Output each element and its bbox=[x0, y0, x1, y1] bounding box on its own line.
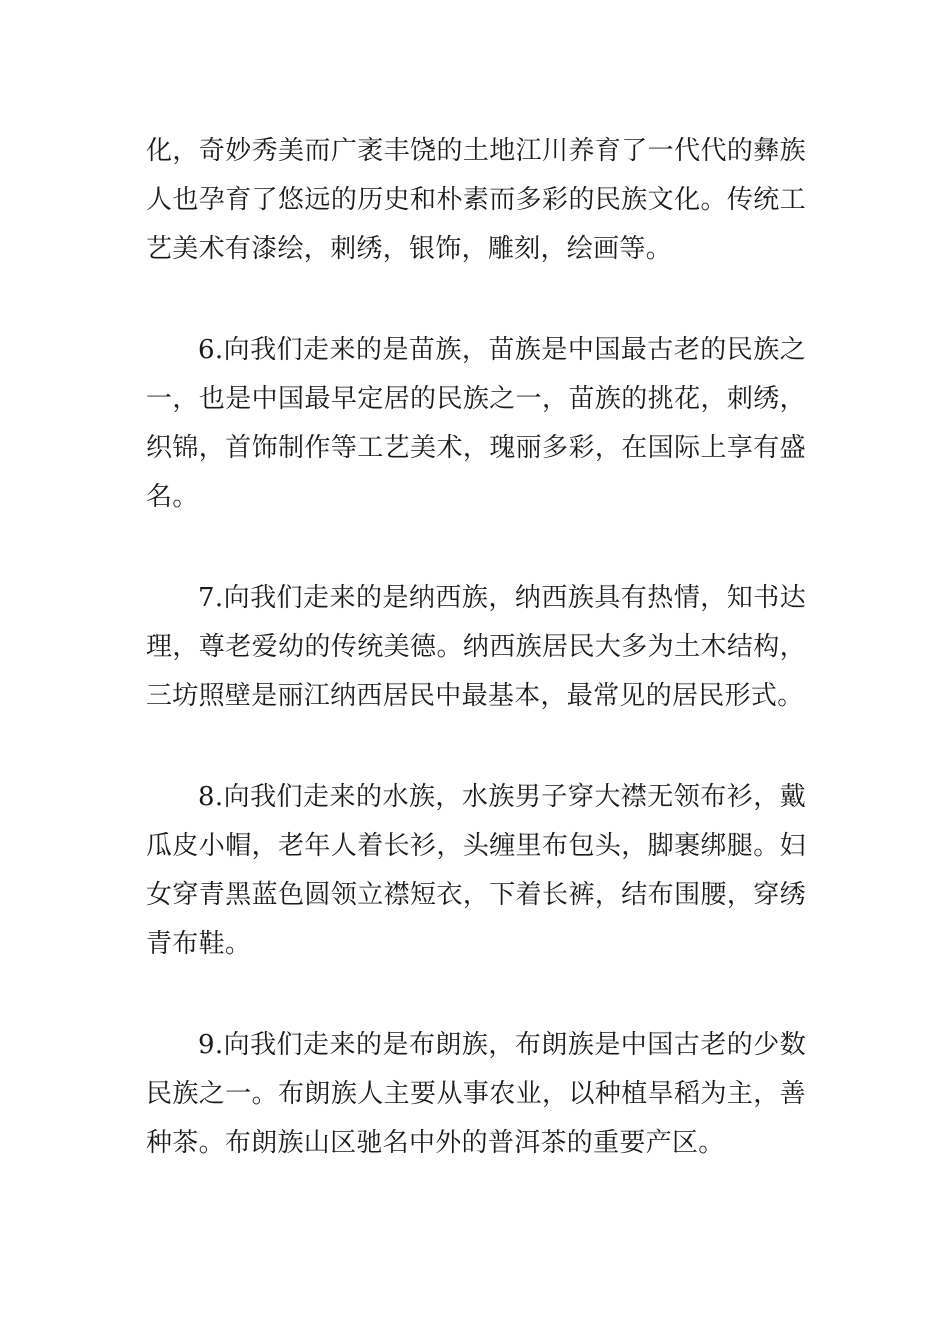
paragraph-shui: 8.向我们走来的水族，水族男子穿大襟无领布衫，戴瓜皮小帽，老年人着长衫，头缠里布包头，脚裹绑腿。妇女穿青黑蓝色圆领立襟短衣，下着长裤，结布围腰，穿绣青布鞋。 bbox=[146, 782, 806, 959]
paragraph-miao: 6.向我们走来的是苗族，苗族是中国最古老的民族之一，也是中国最早定居的民族之一，苗族的挑花，刺绣，织锦，首饰制作等工艺美术，瑰丽多彩，在国际上享有盛名。 bbox=[146, 335, 806, 512]
paragraph-yi-continuation: 化，奇妙秀美而广袤丰饶的土地江川养育了一代代的彝族人也孕育了悠远的历史和朴素而多彩的民族文化。传统工艺美术有漆绘，刺绣，银饰，雕刻，绘画等。 bbox=[146, 136, 806, 264]
document-body bbox=[146, 127, 806, 1220]
paragraph-bulang: 9.向我们走来的是布朗族，布朗族是中国古老的少数民族之一。布朗族人主要从事农业，以种植旱稻为主，善种茶。布朗族山区驰名中外的普洱茶的重要产区。 bbox=[146, 1030, 806, 1158]
paragraph-naxi: 7.向我们走来的是纳西族，纳西族具有热情，知书达理，尊老爱幼的传统美德。纳西族居民大多为土木结构，三坊照壁是丽江纳西居民中最基本，最常见的居民形式。 bbox=[146, 583, 806, 711]
